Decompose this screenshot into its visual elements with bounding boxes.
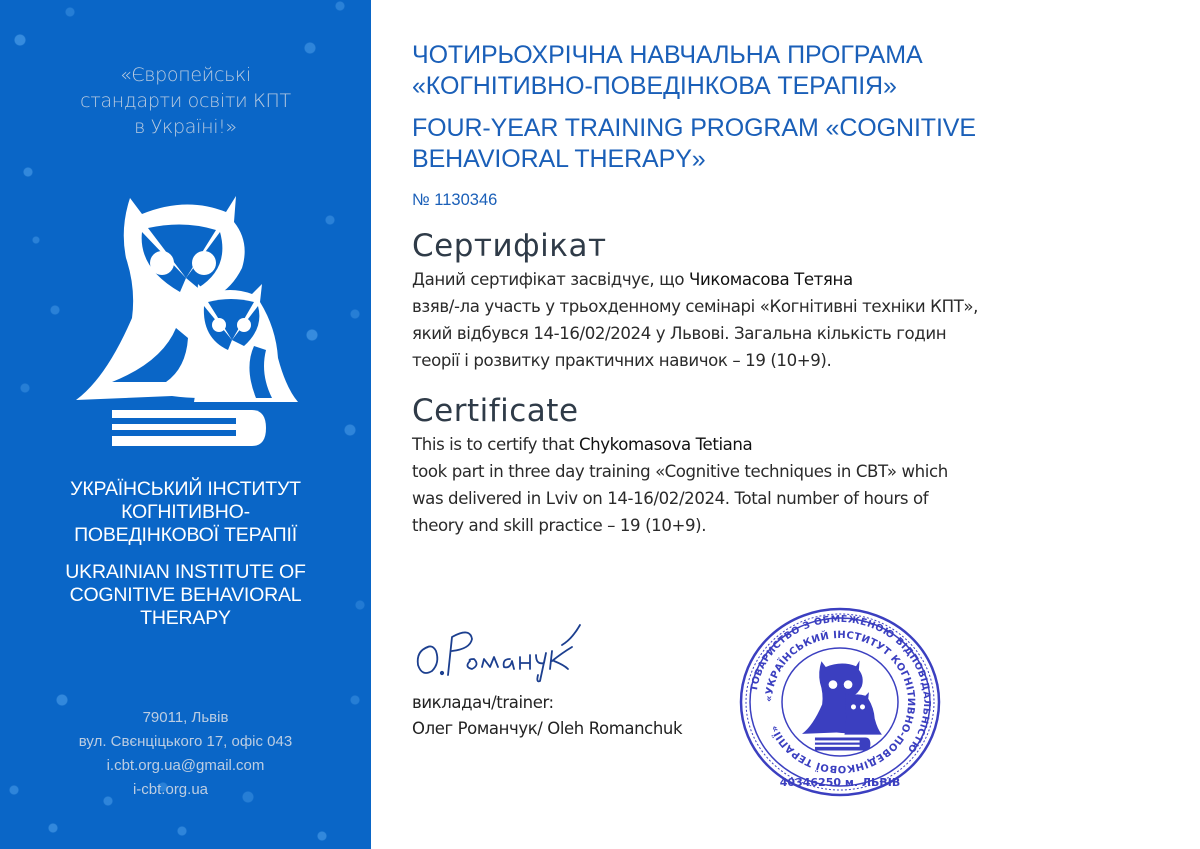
- trainer-name: Олег Романчук/ Oleh Romanchuk: [412, 719, 683, 738]
- trainer-signature-icon: [412, 617, 582, 685]
- body-line-ua: який відбувся 14-16/02/2024 у Львові. Загальна кількість годин: [412, 324, 947, 343]
- program-title-ua-line: ЧОТИРЬОХРІЧНА НАВЧАЛЬНА ПРОГРАМА: [412, 41, 923, 69]
- owl-logo-icon: [76, 178, 298, 450]
- certificate-content: [412, 40, 1172, 539]
- institute-name-ua: [0, 478, 371, 547]
- address-street: вул. Свєнціцького 17, офіс 043: [78, 733, 293, 750]
- certify-intro-ua: Даний сертифікат засвідчує, що: [412, 270, 689, 289]
- motto-line: «Європейські: [120, 64, 251, 86]
- certificate-text-en: [412, 431, 1172, 539]
- website-link[interactable]: i-cbt.org.ua: [132, 781, 209, 798]
- certificate-text-ua: [412, 266, 1172, 374]
- recipient-name-en: Chykomasova Tetiana: [578, 435, 753, 454]
- motto-line: стандарти освіти КПТ: [80, 90, 291, 112]
- program-title-en: [412, 113, 1172, 175]
- program-title-en-line: BEHAVIORAL THERAPY»: [412, 145, 706, 173]
- program-title-ua-line: «КОГНІТИВНО-ПОВЕДІНКОВА ТЕРАПІЯ»: [412, 72, 897, 100]
- stamp-code: 40346250 м. ЛЬВІВ: [779, 776, 901, 789]
- body-line-ua: теорії і розвитку практичних навичок – 19 (10+9).: [412, 351, 832, 370]
- institute-en-line: THERAPY: [140, 607, 231, 629]
- svg-text:ТОВАРИСТВО З ОБМЕЖЕНОЮ ВІДПОВІ: ТОВАРИСТВО З ОБМЕЖЕНОЮ ВІДПОВІДАЛЬНІСТЮ: [748, 613, 933, 755]
- motto-line: в Україні!»: [134, 116, 237, 138]
- institute-en-line: COGNITIVE BEHAVIORAL: [69, 584, 302, 606]
- email-link[interactable]: i.cbt.org.ua@gmail.com: [106, 757, 265, 774]
- sidebar-panel: [0, 0, 371, 849]
- certificate-number: № 1130346: [412, 191, 498, 209]
- trainer-label: викладач/trainer:: [412, 693, 554, 712]
- motto: [0, 62, 371, 140]
- heading-en: Certificate: [412, 393, 579, 429]
- institute-en-line: UKRAINIAN INSTITUTE OF: [65, 561, 306, 583]
- recipient-name-ua: Чикомасова Тетяна: [689, 270, 853, 289]
- program-title-en-line: FOUR-YEAR TRAINING PROGRAM «COGNITIVE: [412, 114, 976, 142]
- address-city: 79011, Львів: [142, 709, 229, 726]
- official-stamp-icon: [738, 606, 942, 798]
- certify-line-en: [412, 431, 1172, 458]
- institute-ua-line: КОГНІТИВНО-: [121, 501, 250, 523]
- institute-name-en: [0, 561, 371, 630]
- certify-line-ua: [412, 266, 1172, 293]
- institute-ua-line: ПОВЕДІНКОВОЇ ТЕРАПІЇ: [74, 524, 297, 546]
- body-line-ua: взяв/-ла участь у трьохденному семінарі «Когнітивні техніки КПТ»,: [412, 297, 979, 316]
- body-line-en: took part in three day training «Cognitive techniques in CBT» which: [412, 462, 948, 481]
- institute-ua-line: УКРАЇНСЬКИЙ ІНСТИТУТ: [70, 478, 301, 500]
- trainer-block: [412, 690, 682, 742]
- address-block: [0, 706, 371, 802]
- certify-intro-en: This is to certify that: [412, 435, 579, 454]
- svg-text:«УКРАЇНСЬКИЙ ІНСТИТУТ КОГНІТИВ: «УКРАЇНСЬКИЙ ІНСТИТУТ КОГНІТИВНО-ПОВЕДІНКОВОЇ ТЕРАПІЇ»: [763, 629, 917, 775]
- body-line-en: theory and skill practice – 19 (10+9).: [412, 516, 707, 535]
- body-line-en: was delivered in Lviv on 14-16/02/2024. Total number of hours of: [412, 489, 929, 508]
- heading-ua: Сертифікат: [412, 228, 607, 264]
- program-title-ua: [412, 40, 1172, 102]
